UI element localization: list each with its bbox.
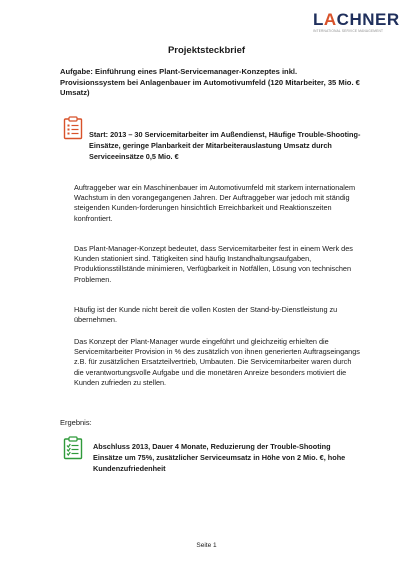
paragraph-concept: Das Plant-Manager-Konzept bedeutet, dass Servicemitarbeiter fest in einem Werk des Kunden stationiert sind. Tätigkeiten sind häufig Instandhaltungsaufgaben, Produktionsstillstände minimieren, Verfügbarkeit in Notfällen, Lösung von technischen Problemen. — [74, 244, 353, 284]
clipboard-list-icon — [63, 116, 83, 140]
result-summary: Abschluss 2013, Dauer 4 Monate, Reduzierung der Trouble-Shooting Einsätze um 75%, zusätzlicher Serviceumsatz in Höhe von 2 Mio. €, hohe Kundenzufriedenheit — [93, 442, 346, 473]
checklist-icon — [63, 436, 83, 460]
document-title: Projektsteckbrief — [167, 45, 246, 56]
start-situation: Start: 2013 – 30 Servicemitarbeiter im Außendienst, Häufige Trouble-Shooting-Einsätze, geringe Planbarkeit der Mitarbeiterauslastung Umsatz durch Serviceeinsätze 0,5 Mio. € — [89, 130, 361, 161]
task-description: Aufgabe: Einführung eines Plant-Servicemanager-Konzeptes inkl. Provisionssystem bei Anlagenbauer im Automotivumfeld (120 Mitarbeiter, 35 Mio. € Umsatz) — [60, 67, 360, 98]
result-label: Ergebnis: — [60, 418, 92, 427]
logo-tagline: INTERNATIONAL SERVICE MANAGEMENT — [313, 29, 384, 33]
paragraph-implementation: Das Konzept der Plant-Manager wurde eingeführt und gleichzeitig erhielten die Servicemitarbeiter Provision in % des zusätzlich von ihnen generierten Auftragseingangs z.B. für zusätzlichen Ersatzteilvertrieb, Umbauten. Die Servicemitarbeiter waren durch die verantwortungsvolle Aufgabe und die monetären Anreize besonders motiviert die Kunden zufrieden zu stellen. — [74, 337, 360, 387]
paragraph-client: Auftraggeber war ein Maschinenbauer im Automotivumfeld mit starkem internationalem Wachstum in den vorangegangenen Jahren. Der Auftraggeber war jedoch mit ständig steigenden Kunden-forderungen hinsichtlich Erreichbarkeit und Reaktionszeiten konfrontiert. — [74, 183, 356, 223]
paragraph-costs: Häufig ist der Kunde nicht bereit die vollen Kosten der Stand-by-Dienstleistung zu übernehmen. — [74, 305, 338, 325]
page-number: Seite 1 — [196, 542, 217, 549]
logo-wordmark: LACHNER — [313, 10, 400, 29]
company-logo — [313, 10, 400, 33]
